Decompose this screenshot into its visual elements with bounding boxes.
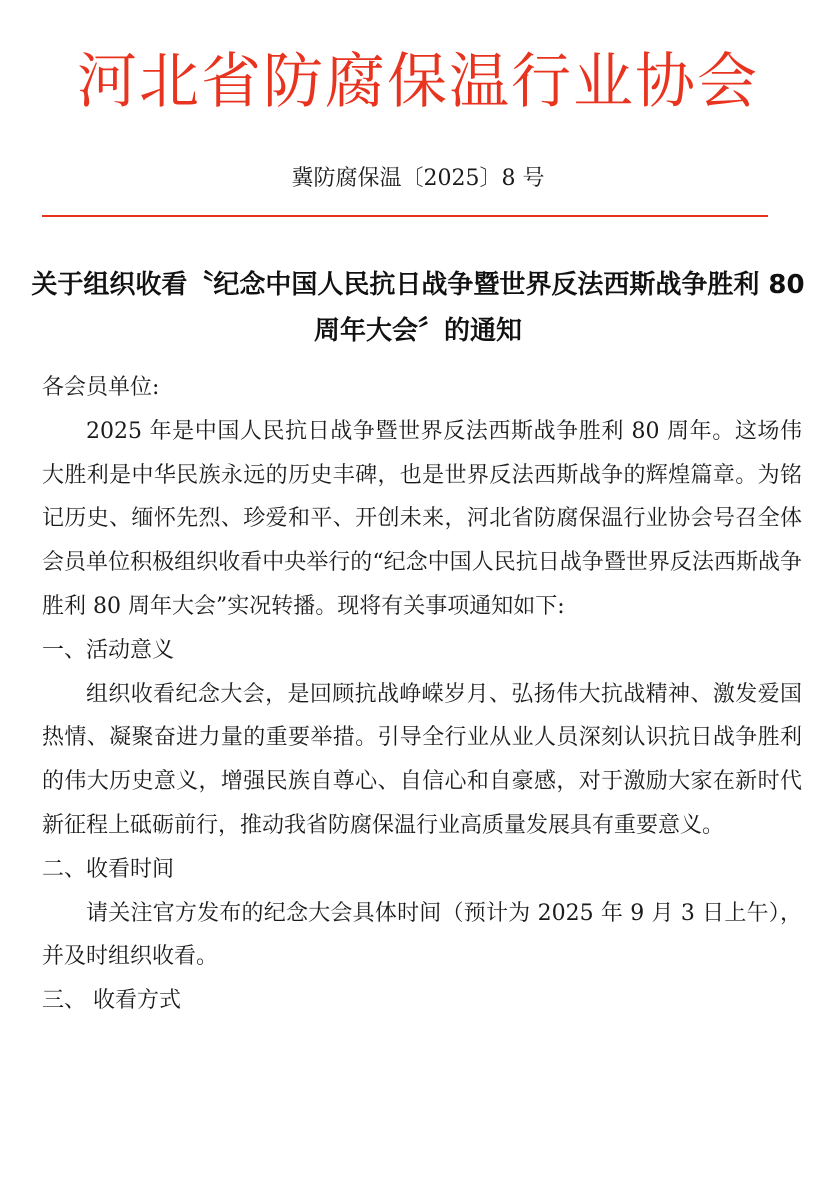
section-heading-method: 三、 收看方式 <box>42 988 181 1014</box>
notice-title: 关于组织收看〝纪念中国人民抗日战争暨世界反法西斯战争胜利 80 周年大会〞的通知 <box>31 270 805 346</box>
salutation: 各会员单位: <box>42 375 160 400</box>
red-divider-line <box>42 215 768 217</box>
organization-header: 河北省防腐保温行业协会 <box>77 47 759 117</box>
intro-paragraph: 2025 年是中国人民抗日战争暨世界反法西斯战争胜利 80 周年。这场伟大胜利是中华民族永远的历史丰碑，也是世界反法西斯战争的辉煌篇章。为铭记历史、缅怀先烈、珍爱和平、开创未来，河北省防腐保温行业协会号召全体会员单位积极组织收看中央举行的“纪念中国人民抗日战争暨世界反法西斯战争胜利 80 周年大会”实况转播。现将有关事项通知如下: <box>42 418 802 619</box>
document-number: 冀防腐保温〔2025〕8 号 <box>291 166 545 191</box>
section-heading-time: 二、收看时间 <box>42 856 175 882</box>
notice-body <box>42 366 802 1023</box>
section-heading-significance: 一、活动意义 <box>42 637 175 663</box>
section-body-time: 请关注官方发布的纪念大会具体时间（预计为 2025 年 9 月 3 日上午），并及时组织收看。 <box>42 900 802 970</box>
section-body-significance: 组织收看纪念大会，是回顾抗战峥嵘岁月、弘扬伟大抗战精神、激发爱国热情、凝聚奋进力量的重要举措。引导全行业从业人员深刻认识抗日战争胜利的伟大历史意义，增强民族自尊心、自信心和自豪感，对于激励大家在新时代新征程上砥砺前行，推动我省防腐保温行业高质量发展具有重要意义。 <box>42 681 802 838</box>
